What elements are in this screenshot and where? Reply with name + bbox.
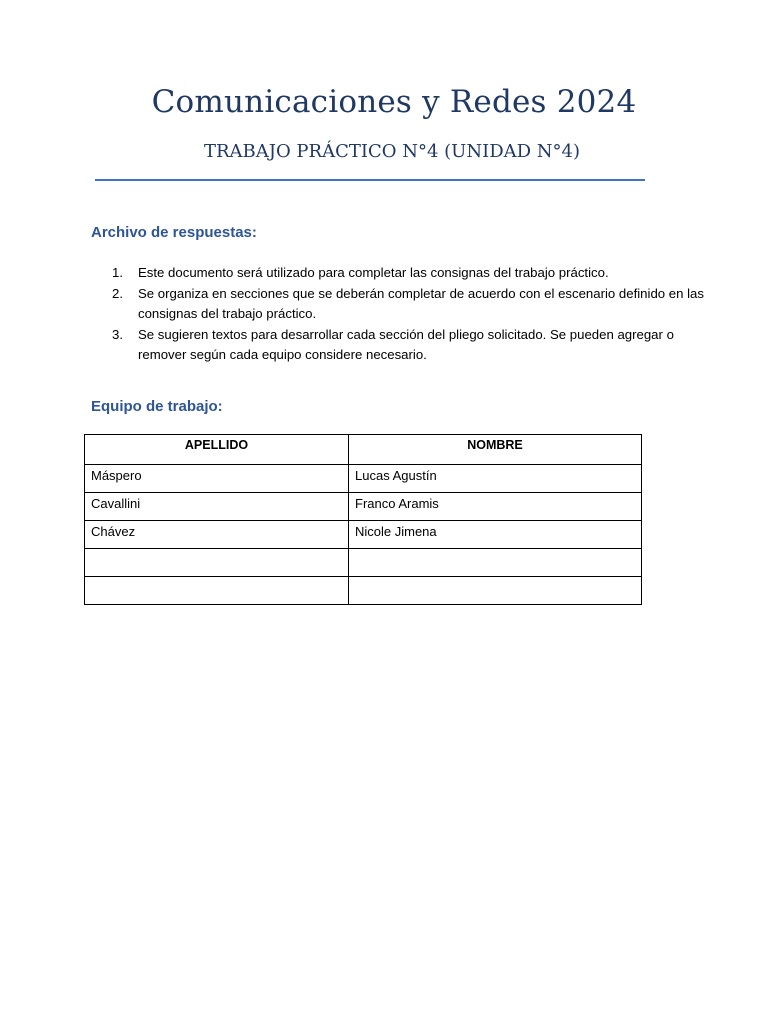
cell-nombre[interactable]	[349, 549, 642, 577]
list-item-number: 1.	[112, 265, 123, 280]
document-title: Comunicaciones y Redes 2024	[151, 84, 637, 120]
title-divider	[95, 179, 645, 181]
list-item-number: 2.	[112, 285, 123, 301]
cell-nombre[interactable]: Lucas Agustín	[349, 465, 642, 493]
list-item-text: Se sugieren textos para desarrollar cada sección del pliego solicitado. Se pueden agregar o remover según cada equipo considere necesario.	[138, 326, 674, 362]
cell-nombre[interactable]: Franco Aramis	[349, 493, 642, 521]
table-row	[85, 465, 642, 493]
table-header-row	[85, 435, 642, 465]
cell-nombre[interactable]	[349, 577, 642, 605]
list-item-text: Este documento será utilizado para completar las consignas del trabajo práctico.	[138, 265, 609, 280]
table-row	[85, 521, 642, 549]
list-item	[112, 263, 712, 284]
instructions-list	[112, 263, 712, 366]
cell-apellido[interactable]	[85, 549, 349, 577]
cell-apellido[interactable]	[85, 577, 349, 605]
table-row	[85, 493, 642, 521]
table-row	[85, 577, 642, 605]
list-item-number: 3.	[112, 326, 123, 342]
table-row	[85, 549, 642, 577]
answers-heading: Archivo de respuestas:	[91, 224, 257, 241]
list-item	[112, 325, 712, 366]
team-table	[84, 434, 642, 605]
team-heading: Equipo de trabajo:	[91, 398, 223, 415]
list-item-text: Se organiza en secciones que se deberán completar de acuerdo con el escenario definido en las consignas del trabajo práctico.	[138, 285, 704, 321]
column-header-nombre: NOMBRE	[349, 435, 642, 465]
cell-apellido[interactable]: Chávez	[85, 521, 349, 549]
cell-apellido[interactable]: Cavallini	[85, 493, 349, 521]
list-item	[112, 284, 712, 325]
column-header-apellido: APELLIDO	[85, 435, 349, 465]
cell-nombre[interactable]: Nicole Jimena	[349, 521, 642, 549]
cell-apellido[interactable]: Máspero	[85, 465, 349, 493]
document-subtitle: TRABAJO PRÁCTICO N°4 (UNIDAD N°4)	[203, 141, 581, 162]
